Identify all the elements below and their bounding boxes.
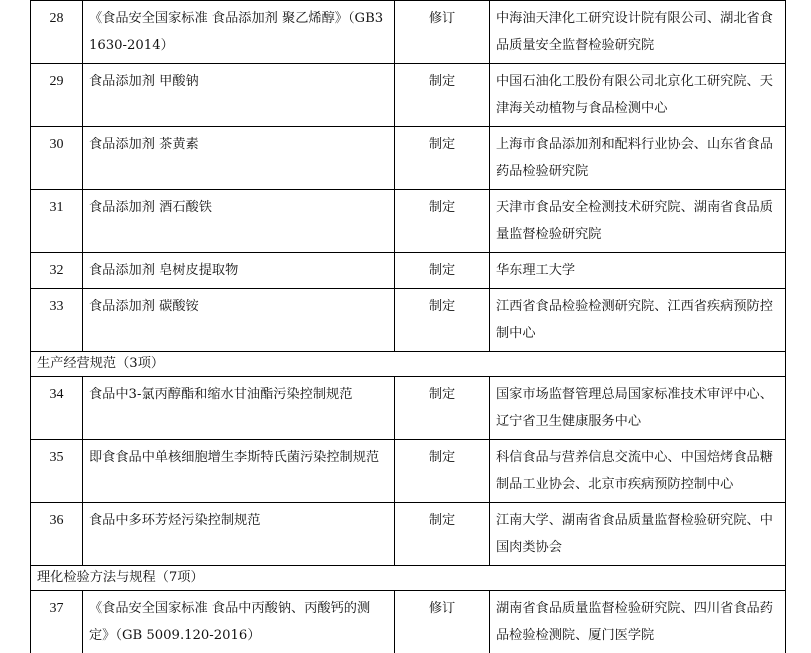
- drafting-organizations: 江南大学、湖南省食品质量监督检验研究院、中国肉类协会: [490, 503, 786, 566]
- drafting-organizations: 国家市场监督管理总局国家标准技术审评中心、辽宁省卫生健康服务中心: [490, 377, 786, 440]
- standard-name: 即食食品中单核细胞增生李斯特氏菌污染控制规范: [83, 440, 395, 503]
- table-row: [31, 253, 786, 289]
- table-row: [31, 591, 786, 653]
- table-row: [31, 64, 786, 127]
- standards-table-body: [31, 1, 786, 653]
- table-row: [31, 1, 786, 64]
- section-header-row: [31, 352, 786, 377]
- table-row: [31, 289, 786, 352]
- revision-type: 制定: [395, 253, 490, 289]
- row-number: 37: [31, 591, 83, 653]
- drafting-organizations: 中国石油化工股份有限公司北京化工研究院、天津海关动植物与食品检测中心: [490, 64, 786, 127]
- section-title: 理化检验方法与规程（7项）: [31, 566, 786, 591]
- table-row: [31, 190, 786, 253]
- table-row: [31, 503, 786, 566]
- standard-name: 食品添加剂 酒石酸铁: [83, 190, 395, 253]
- revision-type: 制定: [395, 440, 490, 503]
- row-number: 35: [31, 440, 83, 503]
- table-row: [31, 440, 786, 503]
- section-title: 生产经营规范（3项）: [31, 352, 786, 377]
- revision-type: 制定: [395, 503, 490, 566]
- row-number: 29: [31, 64, 83, 127]
- drafting-organizations: 中海油天津化工研究设计院有限公司、湖北省食品质量安全监督检验研究院: [490, 1, 786, 64]
- table-row: [31, 377, 786, 440]
- row-number: 28: [31, 1, 83, 64]
- row-number: 36: [31, 503, 83, 566]
- revision-type: 制定: [395, 190, 490, 253]
- standard-name: 《食品安全国家标准 食品中丙酸钠、丙酸钙的测定》（GB 5009.120-2016）: [83, 591, 395, 653]
- row-number: 32: [31, 253, 83, 289]
- table-row: [31, 127, 786, 190]
- standard-name: 食品添加剂 甲酸钠: [83, 64, 395, 127]
- standard-name: 食品添加剂 碳酸铵: [83, 289, 395, 352]
- standards-table: [30, 0, 786, 653]
- standard-name: 食品中多环芳烃污染控制规范: [83, 503, 395, 566]
- revision-type: 制定: [395, 377, 490, 440]
- revision-type: 制定: [395, 127, 490, 190]
- drafting-organizations: 湖南省食品质量监督检验研究院、四川省食品药品检验检测院、厦门医学院: [490, 591, 786, 653]
- drafting-organizations: 科信食品与营养信息交流中心、中国焙烤食品糖制品工业协会、北京市疾病预防控制中心: [490, 440, 786, 503]
- standard-name: 食品添加剂 茶黄素: [83, 127, 395, 190]
- drafting-organizations: 天津市食品安全检测技术研究院、湖南省食品质量监督检验研究院: [490, 190, 786, 253]
- row-number: 34: [31, 377, 83, 440]
- revision-type: 制定: [395, 64, 490, 127]
- revision-type: 修订: [395, 591, 490, 653]
- revision-type: 修订: [395, 1, 490, 64]
- row-number: 31: [31, 190, 83, 253]
- drafting-organizations: 华东理工大学: [490, 253, 786, 289]
- section-header-row: [31, 566, 786, 591]
- row-number: 33: [31, 289, 83, 352]
- drafting-organizations: 江西省食品检验检测研究院、江西省疾病预防控制中心: [490, 289, 786, 352]
- standard-name: 食品添加剂 皂树皮提取物: [83, 253, 395, 289]
- revision-type: 制定: [395, 289, 490, 352]
- row-number: 30: [31, 127, 83, 190]
- standard-name: 食品中3-氯丙醇酯和缩水甘油酯污染控制规范: [83, 377, 395, 440]
- standard-name: 《食品安全国家标准 食品添加剂 聚乙烯醇》（GB31630-2014）: [83, 1, 395, 64]
- drafting-organizations: 上海市食品添加剂和配料行业协会、山东省食品药品检验研究院: [490, 127, 786, 190]
